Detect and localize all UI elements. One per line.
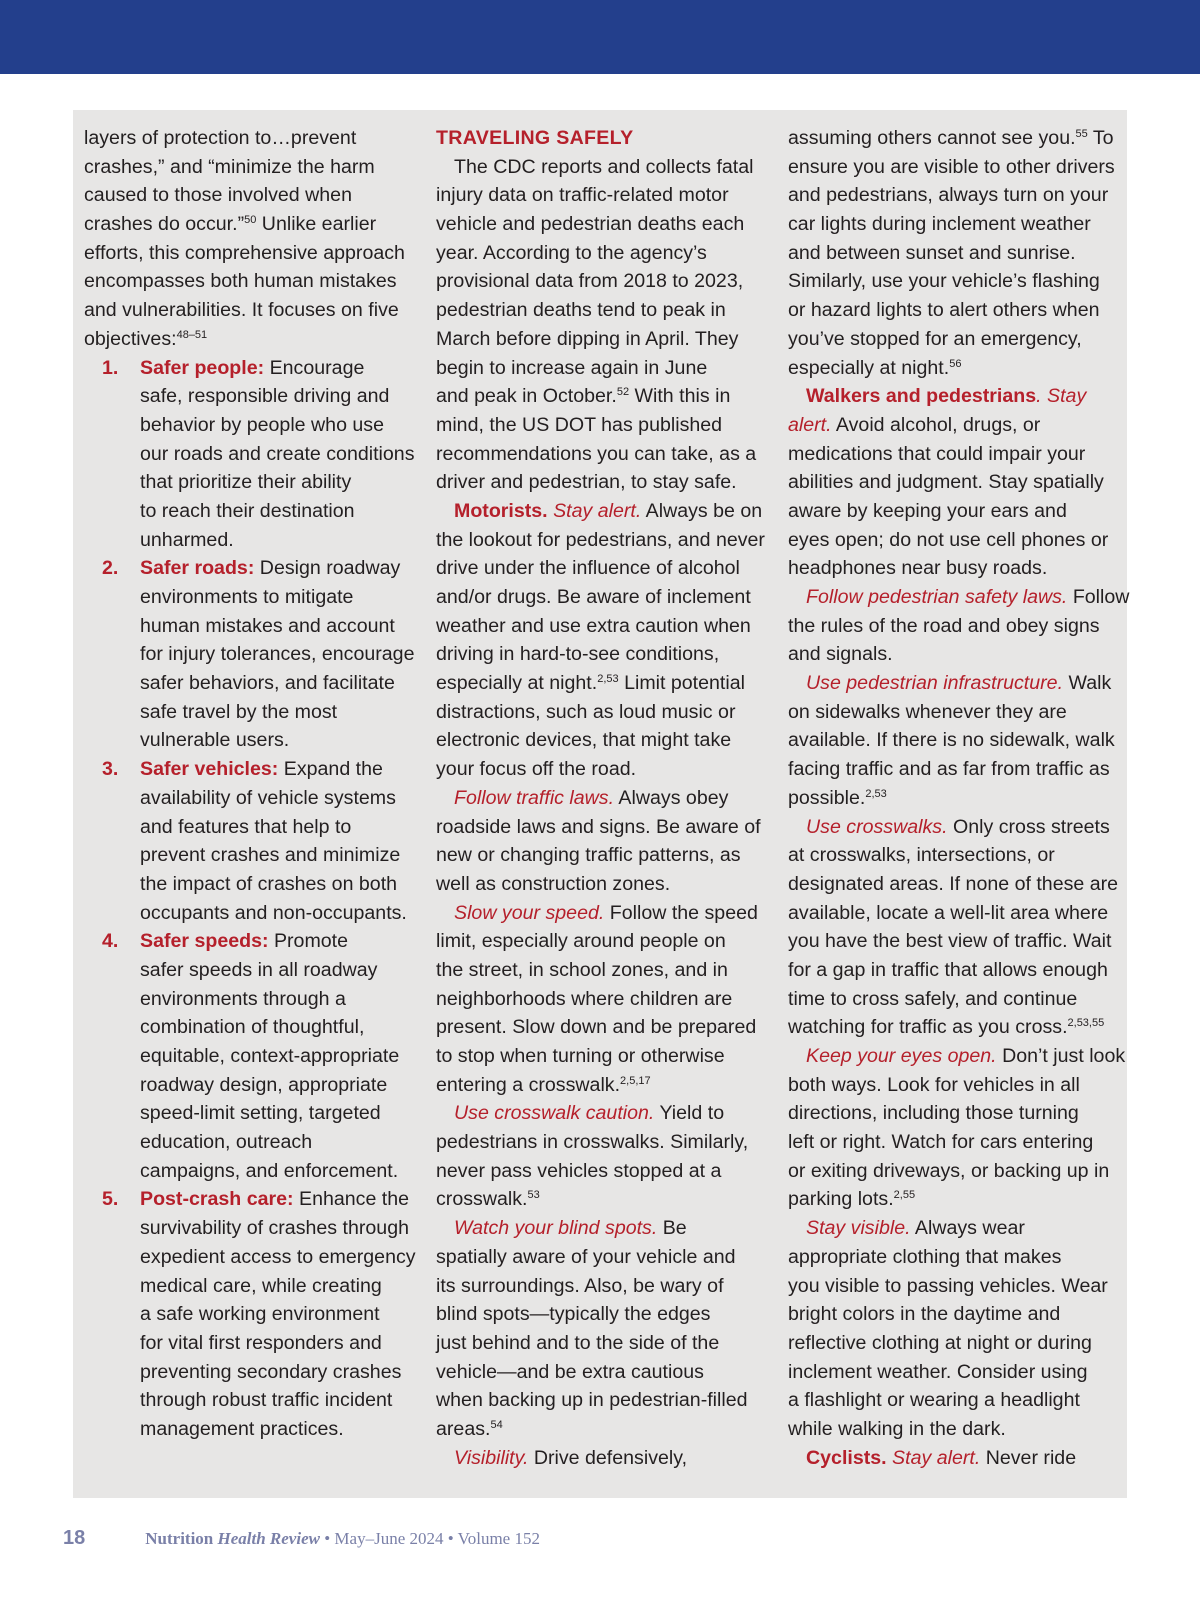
text-line: designated areas. If none of these are <box>788 872 1119 895</box>
text-line: roadside laws and signs. Be aware of <box>436 815 761 838</box>
text-line: Follow traffic laws. Always obey <box>454 786 729 809</box>
text-line: pedestrian deaths tend to peak in <box>436 299 726 322</box>
text-line: Use crosswalk caution. Yield to <box>454 1102 725 1125</box>
text-line: the lookout for pedestrians, and never <box>436 528 765 551</box>
text-line: encompasses both human mistakes <box>84 270 397 293</box>
subheading: Walkers and pedestrians <box>806 385 1037 408</box>
text-line: and pedestrians, always turn on your <box>788 184 1109 207</box>
column-1 <box>84 124 414 1444</box>
reference-superscript: 2,53 <box>865 787 887 800</box>
header-band <box>0 0 1200 74</box>
text-line: well as construction zones. <box>436 872 671 895</box>
subheading: Use crosswalk caution. <box>454 1102 655 1125</box>
text-line: headphones near busy roads. <box>788 557 1048 580</box>
subheading: Use crosswalks. <box>806 815 948 838</box>
subheading: Watch your blind spots. <box>454 1217 658 1240</box>
text-line: available. If there is no sidewalk, walk <box>788 729 1115 752</box>
text-line: and signals. <box>788 643 893 666</box>
list-number: 4. <box>102 930 119 953</box>
text-line: objectives:$^{48-51}$ <box>84 327 208 350</box>
text-line: electronic devices, that might take <box>436 729 732 752</box>
text-line: vehicle—and be extra cautious <box>436 1360 704 1383</box>
text-line: driving in hard-to-see conditions, <box>436 643 720 666</box>
text-line: you’ve stopped for an emergency, <box>788 327 1082 350</box>
objectives-list <box>84 354 414 1444</box>
list-number: 2. <box>102 557 119 580</box>
text-line: its surroundings. Also, be wary of <box>436 1274 724 1297</box>
text-line: facing traffic and as far from traffic as <box>788 758 1110 781</box>
text-line: possible.$^{2,53}$ <box>788 786 887 809</box>
text-line: directions, including those turning <box>788 1102 1079 1125</box>
magazine-title: Nutrition Health Review <box>145 1529 320 1548</box>
text-line: time to cross safely, and continue <box>788 987 1078 1010</box>
text-line: abilities and judgment. Stay spatially <box>788 471 1104 494</box>
text-line: inclement weather. Consider using <box>788 1360 1088 1383</box>
text-line: reflective clothing at night or during <box>788 1331 1092 1354</box>
text-line: or exiting driveways, or backing up in <box>788 1159 1110 1182</box>
page-number: 18 <box>63 1527 86 1549</box>
text-line: appropriate clothing that makes <box>788 1245 1062 1268</box>
text-line: to stop when turning or otherwise <box>436 1045 725 1067</box>
text-line: vehicle and pedestrian deaths each <box>436 213 745 236</box>
subheading: Use pedestrian infrastructure. <box>806 672 1064 695</box>
text-line: watching for traffic as you cross.$^{2,53,55}$ <box>788 1016 1105 1039</box>
text-line: efforts, this comprehensive approach <box>84 241 405 264</box>
list-item-title: Safer speeds: <box>140 930 269 953</box>
text-line: and peak in October.$^{52}$ With this in <box>436 385 731 408</box>
list-number: 5. <box>102 1188 119 1211</box>
text-line: Use pedestrian infrastructure. Walk <box>806 672 1112 695</box>
reference-superscript: 55 <box>1075 128 1088 140</box>
subheading: Follow pedestrian safety laws. <box>806 586 1068 608</box>
reference-superscript: 50 <box>244 214 257 227</box>
text-line: Use crosswalks. Only cross streets <box>806 815 1110 838</box>
list-item-title: Post-crash care: <box>140 1188 294 1211</box>
text-line: Keep your eyes open. Don’t just look <box>806 1045 1126 1067</box>
text-line: crashes,” and “minimize the harm <box>84 155 375 178</box>
text-line: especially at night.$^{56}$ <box>788 356 962 379</box>
text-line: bright colors in the daytime and <box>788 1303 1061 1326</box>
list-item: 4. Safer speeds: Promote safer speeds in all roadway environments through a combination of thoughtful, equitable, context-appropriate roadway design, appropriate speed-limit setting, targeted education, outreach campaigns, and enforcement. <box>84 927 414 1185</box>
column-2 <box>436 124 766 1472</box>
text-line: your focus off the road. <box>436 758 637 781</box>
text-line: ensure you are visible to other drivers <box>788 155 1115 178</box>
text-line: you visible to passing vehicles. Wear <box>788 1274 1108 1297</box>
text-line: The CDC reports and collects fatal <box>454 155 754 178</box>
issue-info: • May–June 2024 • Volume 152 <box>319 1529 540 1548</box>
subheading: Follow traffic laws. <box>454 786 615 809</box>
text-line: left or right. Watch for cars entering <box>788 1131 1094 1154</box>
text-line: pedestrians in crosswalks. Similarly, <box>436 1131 749 1154</box>
text-line: March before dipping in April. They <box>436 327 739 350</box>
text-line: present. Slow down and be prepared <box>436 1016 757 1039</box>
text-line: a flashlight or wearing a headlight <box>788 1389 1080 1412</box>
list-item: 5. Post-crash care: Enhance the survivability of crashes through expedient access to emergency medical care, while creating a safe working environment for vital first responders and preventing secondary crashes through robust traffic incident management practices. <box>84 1185 414 1443</box>
text-line: weather and use extra caution when <box>436 614 751 637</box>
text-line: the street, in school zones, and in <box>436 958 728 981</box>
text-line: blind spots—typically the edges <box>436 1303 711 1326</box>
text-line: aware by keeping your ears and <box>788 499 1067 522</box>
text-line: Walkers and pedestrians. Stay <box>806 385 1087 408</box>
text-line: both ways. Look for vehicles in all <box>788 1073 1080 1096</box>
text-line: crosswalk.$^{53}$ <box>436 1188 540 1211</box>
text-line: Slow your speed. Follow the speed <box>454 901 758 924</box>
list-number: 1. <box>102 356 119 379</box>
text-line: mind, the US DOT has published <box>436 413 723 436</box>
list-item-title: Safer roads: <box>140 557 255 580</box>
text-line: parking lots.$^{2,55}$ <box>788 1188 916 1211</box>
text-line: Similarly, use your vehicle’s flashing <box>788 270 1100 293</box>
text-line: provisional data from 2018 to 2023, <box>436 270 744 293</box>
text-line: when backing up in pedestrian-filled <box>436 1389 748 1412</box>
text-line: for a gap in traffic that allows enough <box>788 958 1108 981</box>
subheading: Visibility. <box>454 1446 529 1469</box>
reference-superscript: 2,53 <box>597 673 619 686</box>
list-item: 2. Safer roads: Design roadway environments to mitigate human mistakes and account for injury tolerances, encourage safer behaviors, and facilitate safe travel by the most vulnerable users. <box>84 554 414 755</box>
subheading: Slow your speed. <box>454 901 605 924</box>
text-line: Stay visible. Always wear <box>806 1217 1025 1240</box>
text-line: alert. Avoid alcohol, drugs, or <box>788 413 1041 436</box>
text-line: new or changing traffic patterns, as <box>436 844 741 867</box>
text-line: Follow pedestrian safety laws. Follow <box>806 586 1130 608</box>
text-line: and between sunset and sunrise. <box>788 241 1076 264</box>
text-line: recommendations you can take, as a <box>436 442 757 465</box>
reference-superscript: 2,53,55 <box>1067 1017 1105 1030</box>
text-line: at crosswalks, intersections, or <box>788 844 1055 867</box>
reference-superscript: 2,55 <box>893 1189 916 1202</box>
text-line: Motorists. Stay alert. Always be on <box>454 499 763 522</box>
list-item-title: Safer vehicles: <box>140 758 279 781</box>
text-line: while walking in the dark. <box>788 1417 1006 1440</box>
text-line: begin to increase again in June <box>436 356 708 379</box>
list-item-title: Safer people: <box>140 356 265 379</box>
list-number: 3. <box>102 758 119 781</box>
subheading: Motorists. <box>454 499 548 522</box>
text-line: you have the best view of traffic. Wait <box>788 930 1112 953</box>
text-line: assuming others cannot see you.$^{55}$ To <box>788 127 1114 149</box>
text-line: or hazard lights to alert others when <box>788 299 1100 322</box>
text-line: spatially aware of your vehicle and <box>436 1245 736 1268</box>
text-line: injury data on traffic-related motor <box>436 184 729 207</box>
text-line: medications that could impair your <box>788 442 1086 465</box>
page-footer <box>63 1527 540 1550</box>
reference-superscript: 2,5,17 <box>620 1074 651 1087</box>
list-item: 3. Safer vehicles: Expand the availability of vehicle systems and features that help to prevent crashes and minimize the impact of crashes on both occupants and non-occupants. <box>84 755 414 927</box>
text-line: driver and pedestrian, to stay safe. <box>436 471 737 494</box>
text-line: distractions, such as loud music or <box>436 700 736 723</box>
reference-superscript: 56 <box>949 357 962 370</box>
text-line: the rules of the road and obey signs <box>788 614 1100 637</box>
section-heading: TRAVELING SAFELY <box>436 127 634 149</box>
subheading: Keep your eyes open. <box>806 1045 997 1067</box>
text-line: crashes do occur.”$^{50}$ Unlike earlier <box>84 213 377 236</box>
subheading: Stay visible. <box>806 1217 911 1240</box>
text-line: on sidewalks whenever they are <box>788 700 1067 723</box>
text-line: year. According to the agency’s <box>436 241 707 264</box>
text-line: eyes open; do not use cell phones or <box>788 528 1109 551</box>
text-line: Visibility. Drive defensively, <box>454 1446 688 1469</box>
text-line: car lights during inclement weather <box>788 213 1091 236</box>
text-line: never pass vehicles stopped at a <box>436 1159 722 1182</box>
subheading: Cyclists. <box>806 1446 887 1469</box>
text-line: just behind and to the side of the <box>436 1331 720 1354</box>
text-line: areas.$^{54}$ <box>436 1417 503 1440</box>
list-item: 1. Safer people: Encourage safe, responsible driving and behavior by people who use our roads and create conditions that prioritize their ability to reach their destination unharmed. <box>84 354 414 555</box>
text-line: Watch your blind spots. Be <box>454 1217 687 1240</box>
reference-superscript: 52 <box>616 386 630 399</box>
text-line: and vulnerabilities. It focuses on five <box>84 299 399 322</box>
text-line: and/or drugs. Be aware of inclement <box>436 586 751 608</box>
text-line: entering a crosswalk.$^{2,5,17}$ <box>436 1073 651 1096</box>
text-line: available, locate a well-lit area where <box>788 901 1109 924</box>
text-line: layers of protection to…prevent <box>84 127 357 149</box>
column-3 <box>788 124 1130 1472</box>
text-line: caused to those involved when <box>84 184 352 207</box>
text-line: limit, especially around people on <box>436 930 726 953</box>
text-line: especially at night.$^{2,53}$ Limit potential <box>436 672 745 695</box>
text-line: drive under the influence of alcohol <box>436 557 740 580</box>
text-line: Cyclists. Stay alert. Never ride <box>806 1446 1077 1469</box>
reference-superscript: 53 <box>527 1189 540 1202</box>
reference-superscript: 48–51 <box>176 328 208 341</box>
reference-superscript: 54 <box>490 1418 503 1431</box>
text-line: neighborhoods where children are <box>436 987 733 1010</box>
